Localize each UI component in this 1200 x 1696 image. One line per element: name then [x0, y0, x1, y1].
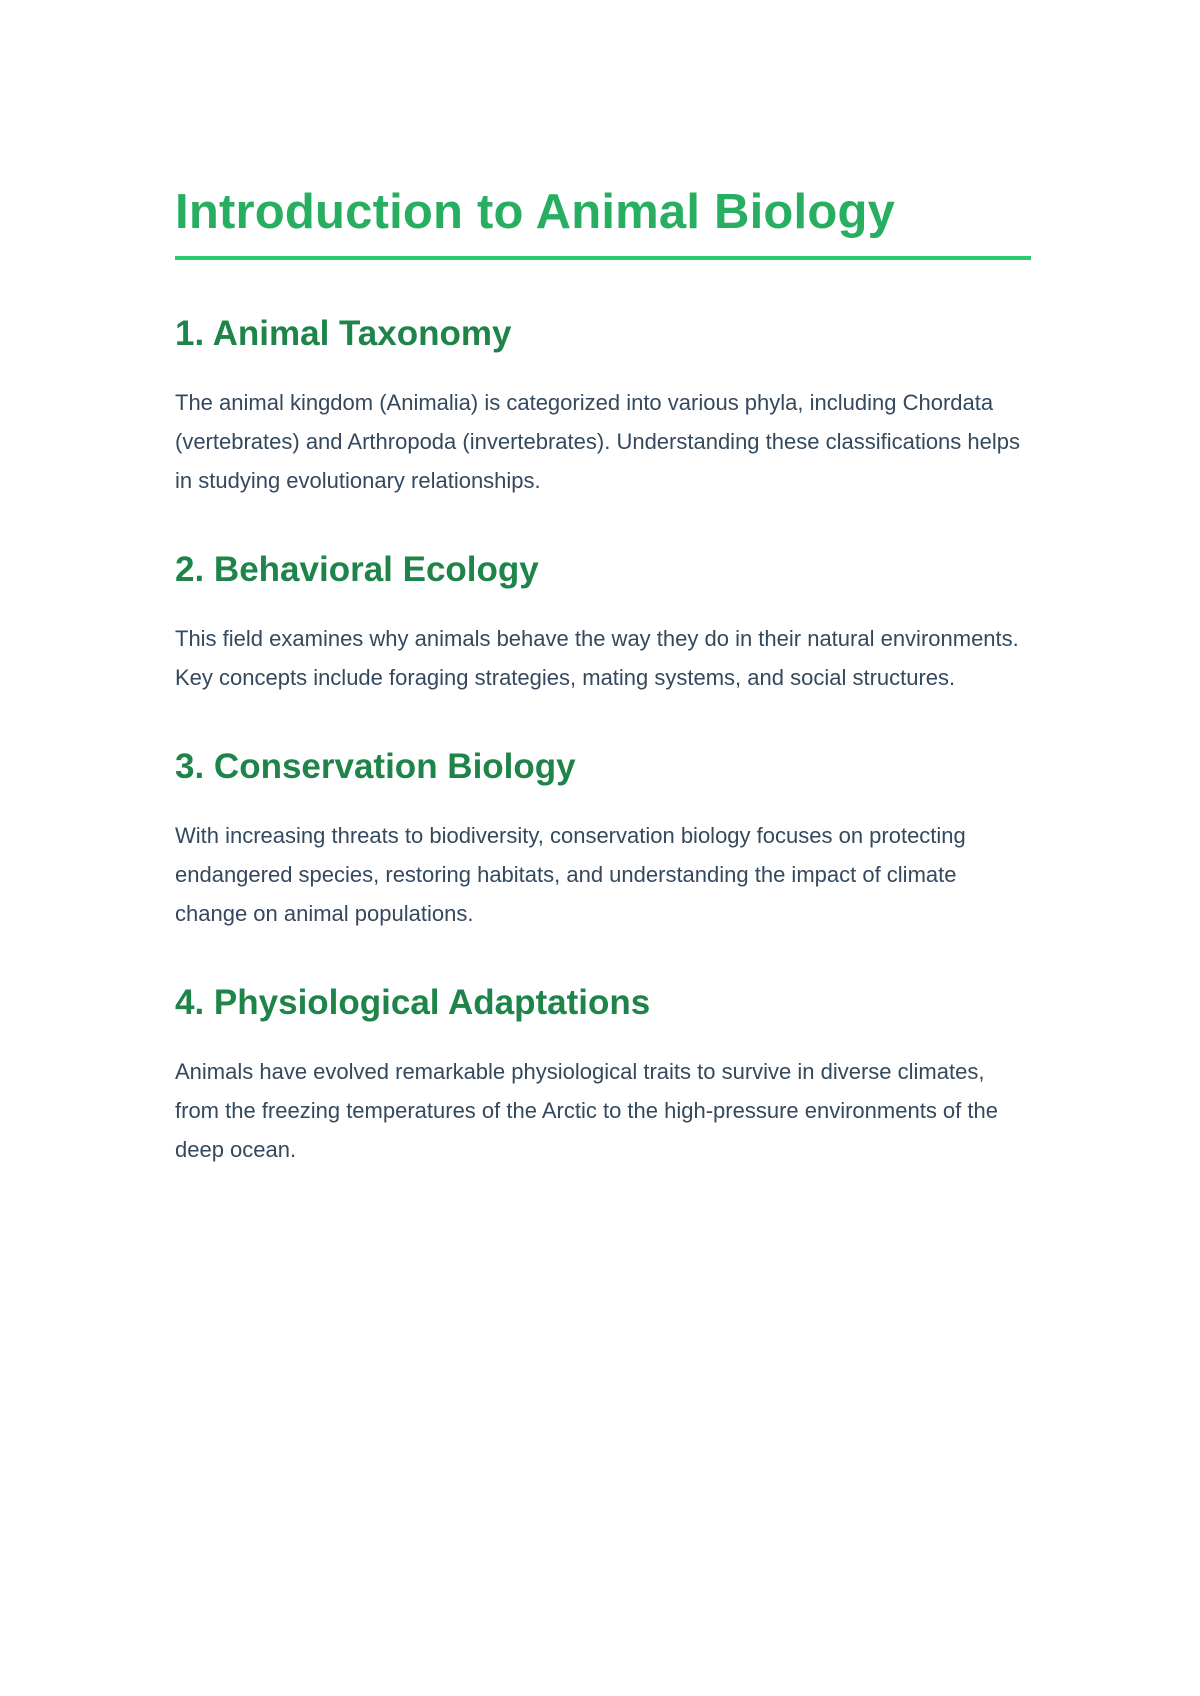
- document-page: [175, 182, 1031, 1169]
- section-behavioral-ecology: [175, 548, 1031, 697]
- page-title: Introduction to Animal Biology: [175, 185, 896, 239]
- section-conservation-biology: [175, 745, 1031, 933]
- section-heading: 1. Animal Taxonomy: [175, 314, 512, 353]
- section-heading: 3. Conservation Biology: [175, 747, 576, 786]
- section-animal-taxonomy: [175, 312, 1031, 500]
- section-heading: 2. Behavioral Ecology: [175, 550, 539, 589]
- section-paragraph: The animal kingdom (Animalia) is categorized into various phyla, including Chordata (vertebrates) and Arthropoda (invertebrates). Understanding these classifications helps in studying evolutionary relationships.: [175, 390, 1021, 493]
- section-physiological-adaptations: [175, 981, 1031, 1169]
- section-heading: 4. Physiological Adaptations: [175, 983, 651, 1022]
- section-paragraph: This field examines why animals behave the way they do in their natural environments. Key concepts include foraging strategies, mating systems, and social structures.: [175, 626, 1019, 690]
- title-underline-divider: [175, 256, 1031, 260]
- section-paragraph: Animals have evolved remarkable physiological traits to survive in diverse climates, from the freezing temperatures of the Arctic to the high-pressure environments of the deep ocean.: [175, 1059, 998, 1162]
- section-paragraph: With increasing threats to biodiversity, conservation biology focuses on protecting endangered species, restoring habitats, and understanding the impact of climate change on animal populations.: [175, 823, 966, 926]
